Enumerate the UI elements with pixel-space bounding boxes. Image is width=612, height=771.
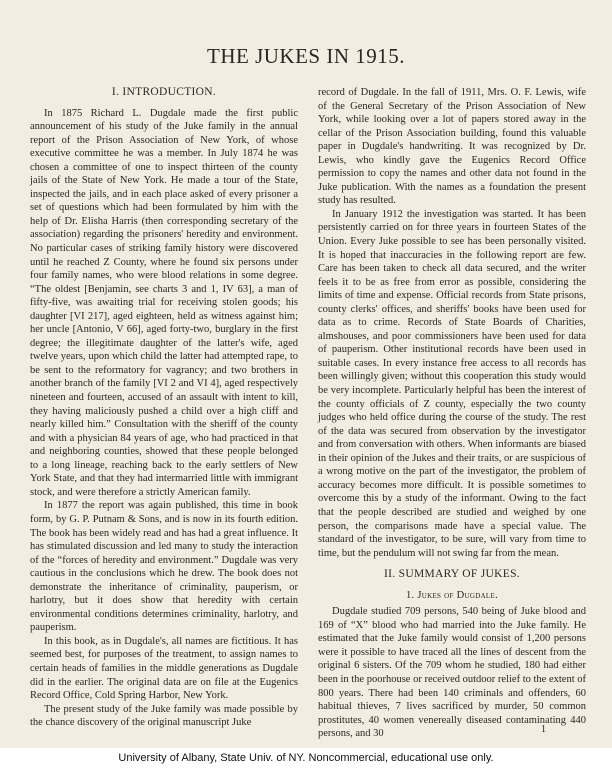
paragraph: In this book, as in Dugdale's, all names are fictitious. It has seemed best, for purposes of the treatment, to assign names to certain heads of families in the middle generations as Dugdale did in the earlier. The original data are on file at the Eugenics Record Office, Cold Spring Harbor, New York. [30,635,298,702]
section-heading-introduction: I. INTRODUCTION. [111,86,217,98]
page-number: 1 [541,724,546,735]
left-column [30,86,298,730]
paragraph: In 1875 Richard L. Dugdale made the first public announcement of his study of the Juke family in the annual report of the Prison Association of New York, of whose executive committee he was a member. In July 1874 he was chosen a committee of one to inspect thirteen of the county jails of the State of New York. He made a tour of the State, inspected the jails, and in each place asked of every prisoner a set of questions which had been formulated by him with the help of Dr. Elisha Harris (then corresponding secretary of the association) regarding the prisoners' heredity and environment. No particular cases of striking family history were discovered until he reached Z County, where he found six persons under four family names, who were blood relations in some degree. “The oldest [Benjamin, see charts 3 and 1, IV 63], a man of fifty-five, was awaiting trial for receiving stolen goods; his daughter [VI 217], aged eighteen, held as witness against him; her uncle [Antonio, V 66], aged forty-two, burglary in the first degree; the illegitimate daughter of the latter's wife, aged twelve years, upon which child the latter had attempted rape, to be sent to the reformatory for vagrancy; and two brothers in another branch of the family [VI 2 and VI 4], aged respectively nineteen and fourteen, accused of an assault with intent to kill, they having maliciously pushed a child over a high cliff and nearly killed him.” Consultation with the sheriff of the county and with a physician 84 years of age, who had practiced in that and neighboring counties, showed that these people belonged to a long lineage, reaching back to the early settlers of New York State, and that they had intermarried little with immigrant stock, and were therefore a strictly American family. [30,107,298,498]
subsection-heading: 1. Jukes of Dugdale. [405,589,499,601]
paragraph: Dugdale studied 709 persons, 540 being of Juke blood and 169 of “X” blood who had married into the Juke family. He estimated that the Juke family would consist of 1,200 persons were it possible to have traced all the lines of descent from the original 6 sisters. Of the 709 whom he studied, 180 had either been in the poorhouse or received outdoor relief to the extent of 800 years. There had been 140 criminals and offenders, 60 habitual thieves, 7 lives sacrificed by murder, 50 common prostitutes, 40 women venereally diseased contaminating 440 persons, and 30 [318,606,586,740]
section-heading-summary: II. SUMMARY OF JUKES. [384,568,520,581]
paragraph: In January 1912 the investigation was started. It has been persistently carried on for three years in fourteen States of the Union. Every Juke possible to see has been personally visited. It is hoped that inaccuracies in the following report are few. Care has been taken to check all data secured, and the writer feels it to be as free from error as possible, considering the limits of time and expense. Official records from State prisons, county clerks' offices, and sheriffs' books have been used for data as to crime. Records of State Boards of Charities, almshouses, and poor commissioners have been used for data of pauperism. Other institutional records have been used in suitable cases. In every instance free access to all records has been willingly given; without this cooperation this study would be very incomplete. Particularly helpful has been the interest of the county officials of Z county, especially the two county judges who held office during the course of the study. The rest of the data was secured from observation by the investigator and from conversation with others. When informants are biased in their opinion of the Jukes and their traits, or are suspicious of a wrong motive on the part of the investigator, the problem of accuracy becomes more difficult. It is possible sometimes to overcome this by a study of the informant. Owing to the fact that the people described are studied and weighed by one person, the comparisons made have a special value. The standard of the investigator, to be sure, will vary from time to time, but the pendulum will not swing far from the mean. [318,208,586,559]
footer-credit: University of Albany, State Univ. of NY. Noncommercial, educational use only. [118,752,494,764]
right-column [318,86,586,741]
paragraph: In 1877 the report was again published, this time in book form, by G. P. Putnam & Sons, and is now in its fourth edition. The book has been widely read and has had a great influence. It has stimulated discussion and led many to study the interaction of the “forces of heredity and environment.” Dugdale was very cautious in the conclusions which he drew. The book does not demonstrate the inheritance of criminality, pauperism, or harlotry, but it does show that heredity with certain environmental conditions determines criminality, harlotry, and pauperism. [30,500,298,634]
paragraph: The present study of the Juke family was made possible by the chance discovery of the original manuscript Juke [30,703,298,729]
paragraph-continued: record of Dugdale. In the fall of 1911, Mrs. O. F. Lewis, wife of the General Secretary of the Prison Association of New York, while looking over a lot of papers stored away in the cellar of the Prison Association building, found this valuable paper in Dugdale's handwriting. It was recognized by Dr. Lewis, who kindly gave the Eugenics Record Office permission to copy the names and other data not found in the Juke publication. With the names as a foundation the present study has resulted. [318,87,586,207]
page-title: THE JUKES IN 1915. [207,44,405,68]
